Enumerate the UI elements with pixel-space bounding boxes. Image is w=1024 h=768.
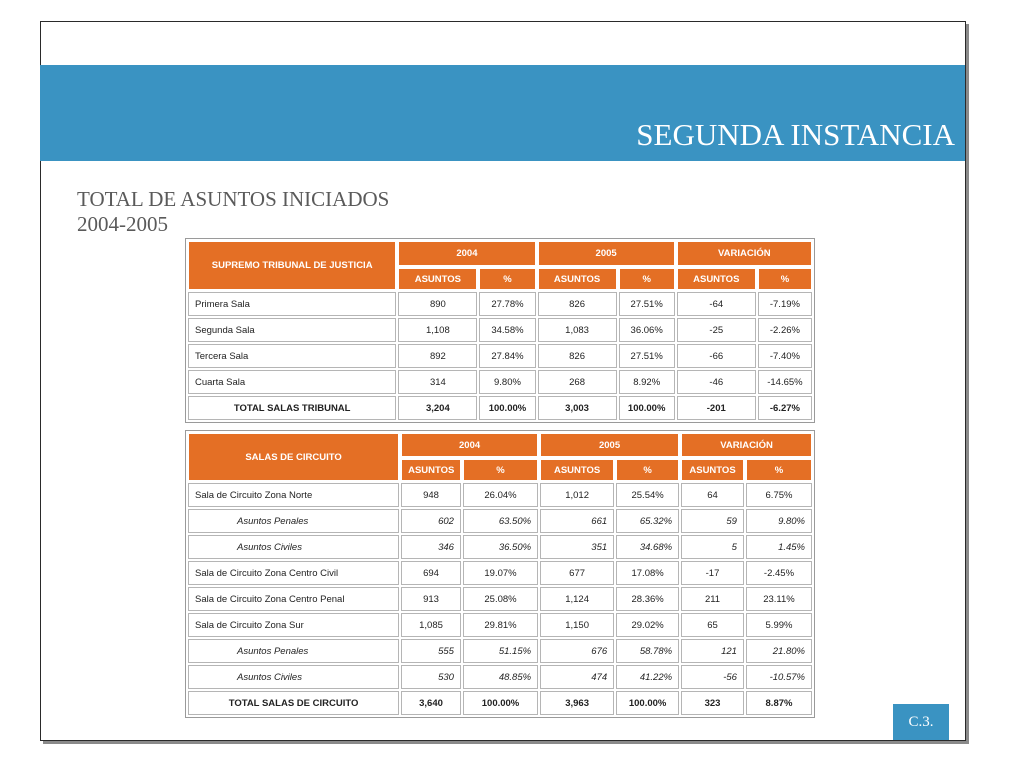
cell: 27.51%	[619, 344, 675, 368]
cell: 268	[538, 370, 617, 394]
cell: 27.84%	[479, 344, 535, 368]
cell: 346	[401, 535, 461, 559]
cell: 1,124	[540, 587, 614, 611]
row-label: Sala de Circuito Zona Centro Penal	[188, 587, 399, 611]
total-label: TOTAL SALAS TRIBUNAL	[188, 396, 396, 420]
cell: 64	[681, 483, 744, 507]
cell: 121	[681, 639, 744, 663]
year-header: 2004	[401, 433, 538, 457]
cell: 1.45%	[746, 535, 812, 559]
column-header: %	[758, 268, 812, 290]
cell: 677	[540, 561, 614, 585]
cell: -46	[677, 370, 756, 394]
cell: 48.85%	[463, 665, 538, 689]
cell: 9.80%	[479, 370, 535, 394]
cell: 51.15%	[463, 639, 538, 663]
slide-number-badge: C.3.	[893, 704, 949, 740]
cell: -10.57%	[746, 665, 812, 689]
year-header: 2005	[538, 241, 675, 266]
cell: 890	[398, 292, 477, 316]
table-row	[188, 344, 812, 368]
column-header: %	[746, 459, 812, 481]
table-row	[188, 483, 812, 507]
cell: -7.40%	[758, 344, 812, 368]
row-label: Tercera Sala	[188, 344, 396, 368]
table-row	[188, 535, 812, 559]
cell: -64	[677, 292, 756, 316]
cell: 21.80%	[746, 639, 812, 663]
table-row	[188, 318, 812, 342]
cell: -56	[681, 665, 744, 689]
cell: 676	[540, 639, 614, 663]
column-header: %	[616, 459, 679, 481]
column-header: ASUNTOS	[540, 459, 614, 481]
cell: 27.51%	[619, 292, 675, 316]
cell: 826	[538, 292, 617, 316]
cell: 1,108	[398, 318, 477, 342]
cell: 661	[540, 509, 614, 533]
cell: 694	[401, 561, 461, 585]
table-row	[188, 509, 812, 533]
total-row	[188, 396, 812, 420]
cell: 100.00%	[619, 396, 675, 420]
column-header: ASUNTOS	[677, 268, 756, 290]
row-label: Cuarta Sala	[188, 370, 396, 394]
cell: 351	[540, 535, 614, 559]
cell: 602	[401, 509, 461, 533]
variation-header: VARIACIÓN	[677, 241, 812, 266]
table-row	[188, 292, 812, 316]
cell: 59	[681, 509, 744, 533]
column-header: ASUNTOS	[398, 268, 477, 290]
cell: 100.00%	[463, 691, 538, 715]
table-row	[188, 665, 812, 689]
cell: 36.50%	[463, 535, 538, 559]
column-header: ASUNTOS	[681, 459, 744, 481]
cell: 530	[401, 665, 461, 689]
cell: 6.75%	[746, 483, 812, 507]
cell: 65	[681, 613, 744, 637]
cell: 19.07%	[463, 561, 538, 585]
cell: -2.45%	[746, 561, 812, 585]
cell: 58.78%	[616, 639, 679, 663]
page-title: SEGUNDA INSTANCIA	[636, 117, 955, 152]
cell: 36.06%	[619, 318, 675, 342]
cell: 211	[681, 587, 744, 611]
salas-circuito-table	[185, 430, 815, 718]
row-label: Asuntos Civiles	[188, 665, 399, 689]
cell: -6.27%	[758, 396, 812, 420]
cell: 1,083	[538, 318, 617, 342]
cell: 3,963	[540, 691, 614, 715]
cell: 1,012	[540, 483, 614, 507]
cell: 5	[681, 535, 744, 559]
cell: 8.92%	[619, 370, 675, 394]
cell: 9.80%	[746, 509, 812, 533]
row-label: Sala de Circuito Zona Norte	[188, 483, 399, 507]
title-banner	[40, 65, 965, 161]
cell: -25	[677, 318, 756, 342]
cell: -17	[681, 561, 744, 585]
cell: 27.78%	[479, 292, 535, 316]
cell: 34.58%	[479, 318, 535, 342]
cell: 323	[681, 691, 744, 715]
table-row	[188, 370, 812, 394]
cell: 826	[538, 344, 617, 368]
cell: 28.36%	[616, 587, 679, 611]
cell: 25.08%	[463, 587, 538, 611]
cell: 555	[401, 639, 461, 663]
cell: 41.22%	[616, 665, 679, 689]
cell: 17.08%	[616, 561, 679, 585]
cell: 100.00%	[479, 396, 535, 420]
table-title: SUPREMO TRIBUNAL DE JUSTICIA	[188, 241, 396, 290]
row-label: Primera Sala	[188, 292, 396, 316]
cell: 1,085	[401, 613, 461, 637]
cell: 26.04%	[463, 483, 538, 507]
cell: 3,204	[398, 396, 477, 420]
cell: 25.54%	[616, 483, 679, 507]
cell: 314	[398, 370, 477, 394]
row-label: Sala de Circuito Zona Sur	[188, 613, 399, 637]
cell: 3,640	[401, 691, 461, 715]
total-label: TOTAL SALAS DE CIRCUITO	[188, 691, 399, 715]
table-title: SALAS DE CIRCUITO	[188, 433, 399, 481]
row-label: Sala de Circuito Zona Centro Civil	[188, 561, 399, 585]
table-row	[188, 587, 812, 611]
cell: 29.02%	[616, 613, 679, 637]
cell: 65.32%	[616, 509, 679, 533]
row-label: Asuntos Civiles	[188, 535, 399, 559]
table-row	[188, 561, 812, 585]
cell: 5.99%	[746, 613, 812, 637]
section-subtitle	[77, 187, 389, 237]
row-label: Segunda Sala	[188, 318, 396, 342]
total-row	[188, 691, 812, 715]
subtitle-line-1: TOTAL DE ASUNTOS INICIADOS	[77, 187, 390, 211]
column-header: ASUNTOS	[538, 268, 617, 290]
subtitle-line-2: 2004-2005	[77, 212, 168, 236]
cell: 29.81%	[463, 613, 538, 637]
cell: 948	[401, 483, 461, 507]
column-header: %	[479, 268, 535, 290]
year-header: 2004	[398, 241, 535, 266]
cell: 1,150	[540, 613, 614, 637]
table-row	[188, 613, 812, 637]
cell: 23.11%	[746, 587, 812, 611]
cell: 913	[401, 587, 461, 611]
cell: 8.87%	[746, 691, 812, 715]
cell: -14.65%	[758, 370, 812, 394]
row-label: Asuntos Penales	[188, 639, 399, 663]
table-row	[188, 639, 812, 663]
cell: -66	[677, 344, 756, 368]
column-header: %	[619, 268, 675, 290]
column-header: ASUNTOS	[401, 459, 461, 481]
variation-header: VARIACIÓN	[681, 433, 812, 457]
cell: -201	[677, 396, 756, 420]
row-label: Asuntos Penales	[188, 509, 399, 533]
cell: -7.19%	[758, 292, 812, 316]
column-header: %	[463, 459, 538, 481]
cell: 474	[540, 665, 614, 689]
cell: 63.50%	[463, 509, 538, 533]
cell: 100.00%	[616, 691, 679, 715]
cell: 892	[398, 344, 477, 368]
cell: 34.68%	[616, 535, 679, 559]
cell: -2.26%	[758, 318, 812, 342]
cell: 3,003	[538, 396, 617, 420]
supremo-tribunal-table	[185, 238, 815, 423]
year-header: 2005	[540, 433, 679, 457]
